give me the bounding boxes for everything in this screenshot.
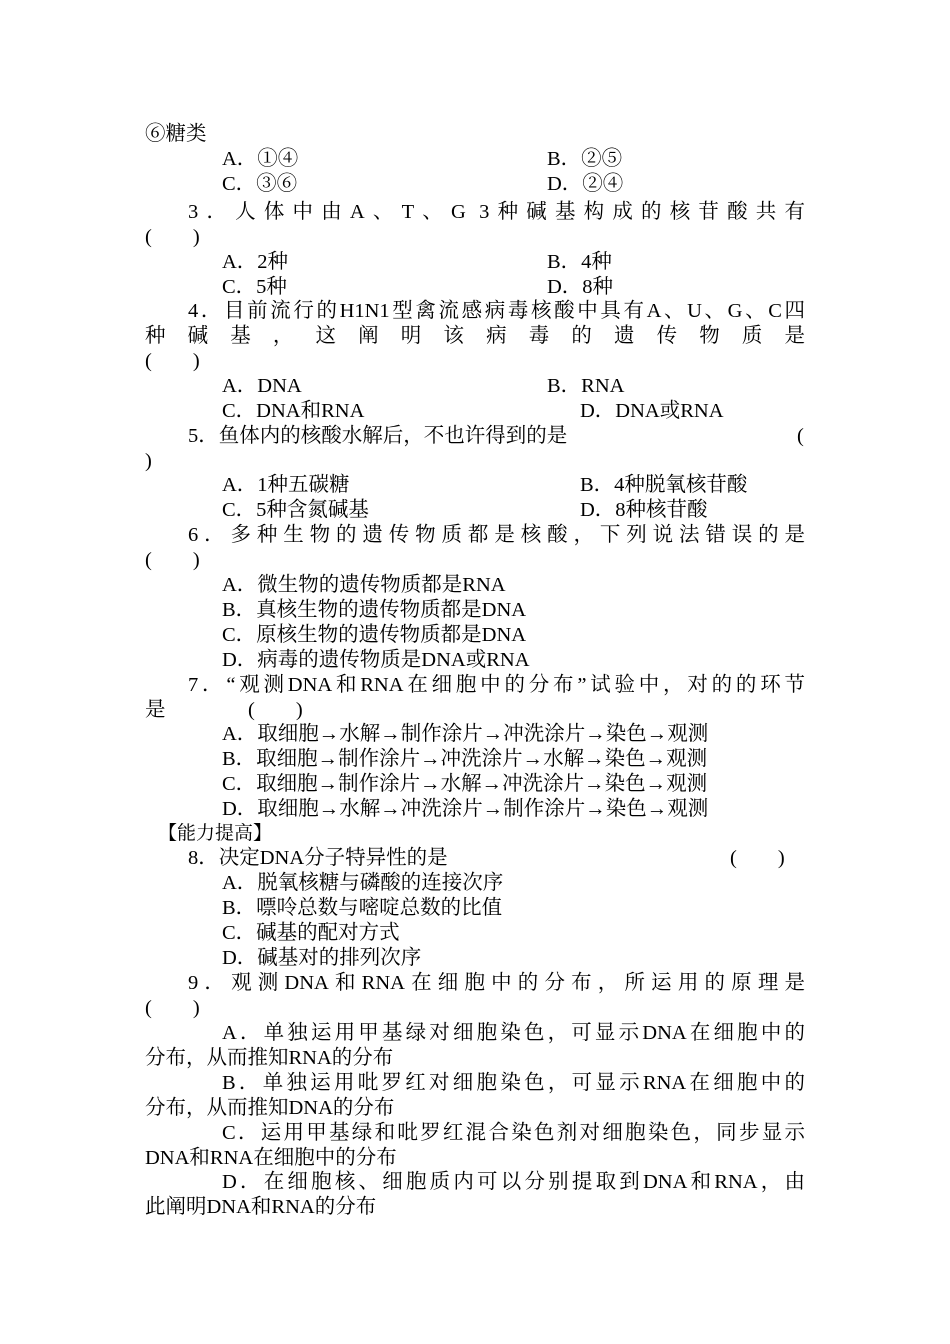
q4-stem-line1: 4．目前流行的H1N1型禽流感病毒核酸中具有A、U、G、C四 (188, 300, 805, 322)
q4-option-a: A．DNA (222, 375, 302, 397)
q2-option-c: C．③⑥ (222, 173, 298, 195)
q9-option-a-line1: A．单独运用甲基绿对细胞染色，可显示DNA在细胞中的 (222, 1022, 805, 1044)
q7-stem-line2: 是 (145, 699, 166, 721)
q5-option-b: B．4种脱氧核苷酸 (580, 474, 748, 496)
q2-tail: ⑥糖类 (145, 123, 207, 145)
q5-stem: 5．鱼体内的核酸水解后，不也许得到的是 (188, 425, 568, 447)
q4-option-d: D．DNA或RNA (580, 400, 724, 422)
q9-option-b-line1: B．单独运用吡罗红对细胞染色，可显示RNA在细胞中的 (222, 1072, 805, 1094)
q7-option-c: C．取细胞→制作涂片→水解→冲洗涂片→染色→观测 (222, 773, 708, 795)
q9-answer-paren: ( ) (145, 997, 200, 1019)
q5-option-a: A．1种五碳糖 (222, 474, 350, 496)
q3-option-b: B．4种 (547, 251, 612, 273)
q6-option-b: B．真核生物的遗传物质都是DNA (222, 599, 527, 621)
q9-option-d-line2: 此阐明DNA和RNA的分布 (145, 1196, 377, 1218)
q6-answer-paren: ( ) (145, 549, 200, 571)
q3-option-a: A．2种 (222, 251, 289, 273)
q8-option-c: C．碱基的配对方式 (222, 922, 400, 944)
q2-option-b: B．②⑤ (547, 148, 623, 170)
q5-paren-open: ( (797, 425, 804, 447)
q8-stem: 8．决定DNA分子特异性的是 (188, 847, 448, 869)
q5-option-c: C．5种含氮碱基 (222, 499, 369, 521)
q7-option-d: D．取细胞→水解→冲洗涂片→制作涂片→染色→观测 (222, 798, 709, 820)
q5-paren-close: ) (145, 450, 152, 472)
q8-option-d: D．碱基对的排列次序 (222, 947, 422, 969)
q7-option-b: B．取细胞→制作涂片→冲洗涂片→水解→染色→观测 (222, 748, 708, 770)
q9-option-a-line2: 分布，从而推知RNA的分布 (145, 1047, 394, 1069)
q7-stem-line1: 7．“观测DNA和RNA在细胞中的分布”试验中，对的的环节 (188, 674, 805, 696)
q6-option-d: D．病毒的遗传物质是DNA或RNA (222, 649, 530, 671)
q6-option-a: A．微生物的遗传物质都是RNA (222, 574, 506, 596)
q8-option-a: A．脱氧核糖与磷酸的连接次序 (222, 872, 504, 894)
q3-answer-paren: ( ) (145, 226, 200, 248)
q6-option-c: C．原核生物的遗传物质都是DNA (222, 624, 527, 646)
q9-stem: 9．观测DNA和RNA在细胞中的分布，所运用的原理是 (188, 972, 805, 994)
q4-option-c: C．DNA和RNA (222, 400, 365, 422)
q8-option-b: B．嘌呤总数与嘧啶总数的比值 (222, 897, 503, 919)
q7-option-a: A．取细胞→水解→制作涂片→冲洗涂片→染色→观测 (222, 723, 709, 745)
section-heading: 【能力提高】 (158, 823, 273, 844)
q9-option-c-line1: C．运用甲基绿和吡罗红混合染色剂对细胞染色，同步显示 (222, 1122, 805, 1144)
q6-stem: 6．多种生物的遗传物质都是核酸，下列说法错误的是 (188, 524, 805, 546)
q3-stem: 3．人体中由A、T、G 3种碱基构成的核苷酸共有 (188, 201, 805, 223)
q7-answer-paren: ( ) (248, 699, 303, 721)
q3-option-d: D．8种 (547, 276, 614, 298)
q4-option-b: B．RNA (547, 375, 625, 397)
q3-option-c: C．5种 (222, 276, 287, 298)
q2-option-a: A．①④ (222, 148, 299, 170)
q8-answer-paren: ( ) (730, 847, 785, 869)
q4-stem-line2: 种碱基，这阐明该病毒的遗传物质是 (145, 325, 805, 347)
q9-option-c-line2: DNA和RNA在细胞中的分布 (145, 1147, 397, 1169)
q4-answer-paren: ( ) (145, 350, 200, 372)
q2-option-d: D．②④ (547, 173, 624, 195)
q9-option-b-line2: 分布，从而推知DNA的分布 (145, 1097, 395, 1119)
q5-option-d: D．8种核苷酸 (580, 499, 708, 521)
q9-option-d-line1: D．在细胞核、细胞质内可以分别提取到DNA和RNA，由 (222, 1171, 805, 1193)
